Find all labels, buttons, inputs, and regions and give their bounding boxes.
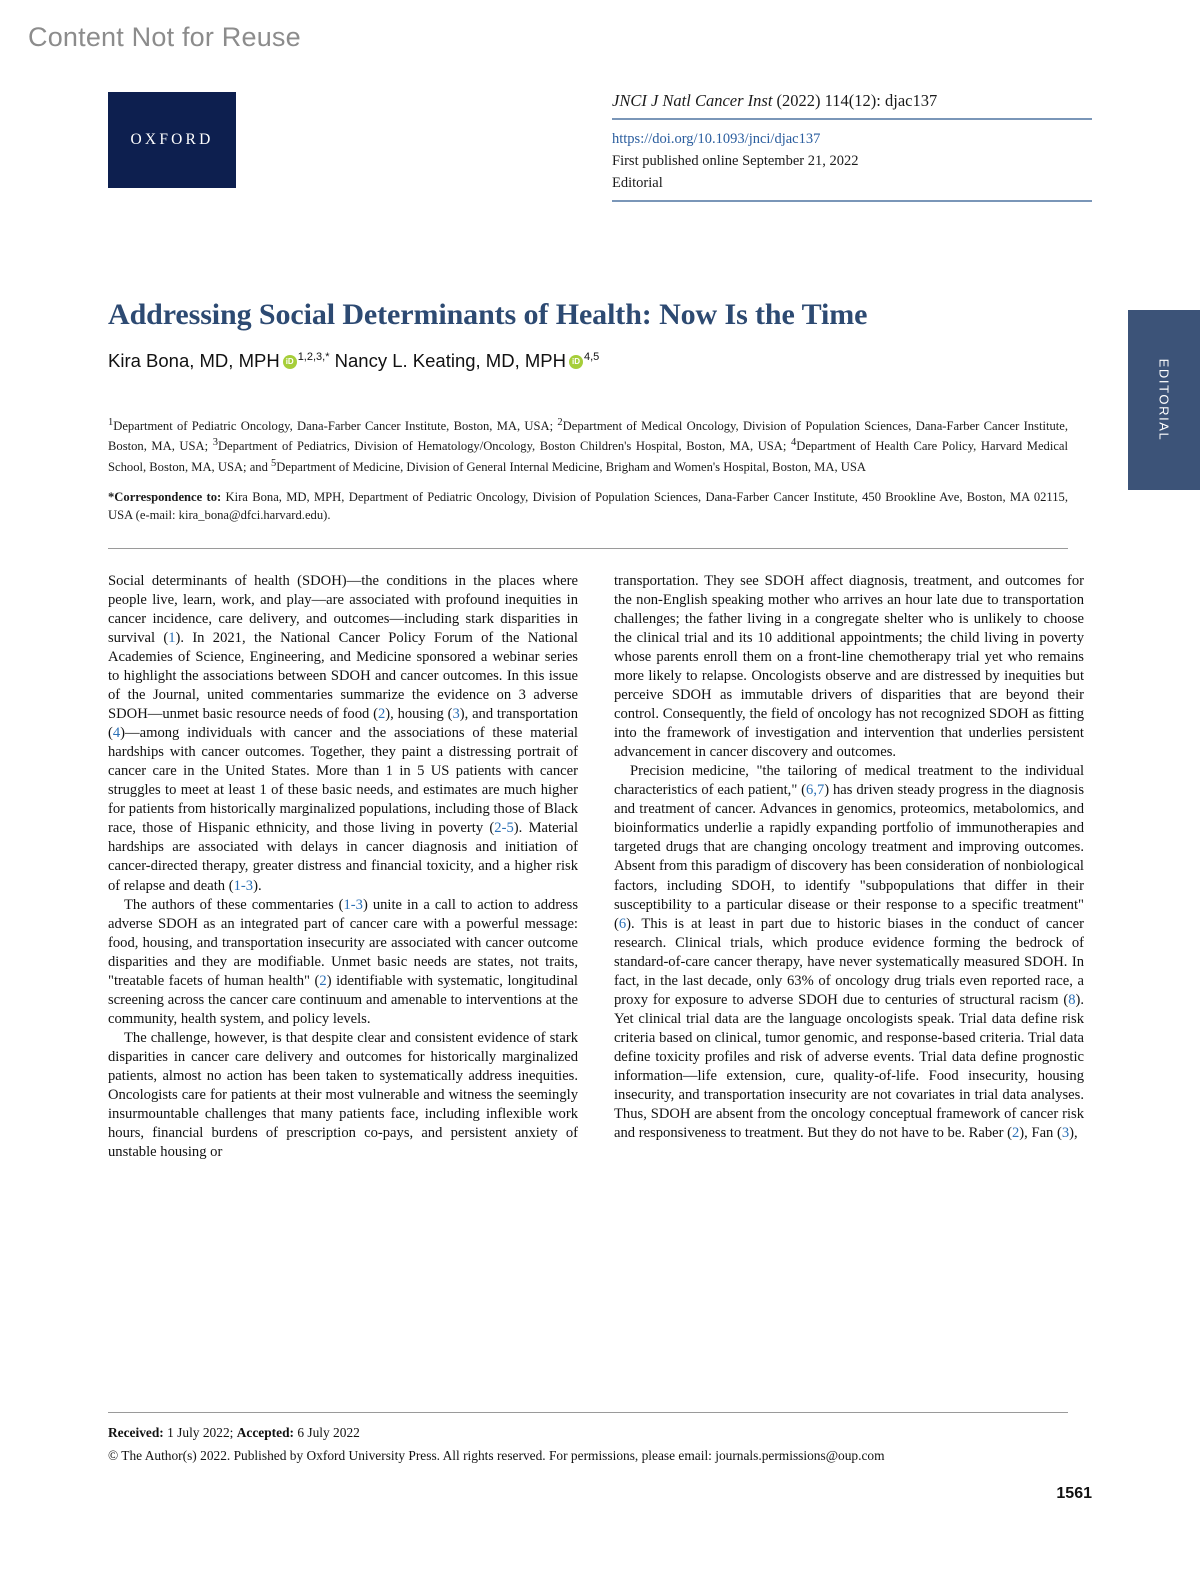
copyright-line: © The Author(s) 2022. Published by Oxford University Press. All rights reserved. For permissions, please email: journals.permissions@oup.com	[108, 1448, 885, 1463]
author-name-1: Kira Bona, MD, MPH	[108, 350, 280, 371]
journal-citation-title: JNCI J Natl Cancer Inst	[612, 91, 773, 110]
author-name-2: Nancy L. Keating, MD, MPH	[334, 350, 566, 371]
citation-link[interactable]: 4	[112, 725, 121, 742]
received-accepted-line	[108, 1425, 360, 1441]
citation-link[interactable]: 2-5	[494, 820, 514, 837]
article-body	[108, 572, 1084, 1382]
masthead-rule-top	[612, 118, 1092, 120]
paragraph: The challenge, however, is that despite clear and consistent evidence of stark disparities in cancer care delivery and outcomes for historically marginalized patients, almost no action has been taken to systematically address inequities. Oncologists care for patients at their most vulnerable and witness the seemingly insurmountable challenges that many patients face, including inflexible work hours, financial burdens of prescription co-pays, and persistent anxiety of unstable housing or	[108, 1029, 578, 1160]
citation-link[interactable]: 6	[618, 915, 627, 932]
citation-link[interactable]: 8	[1068, 991, 1076, 1008]
citation-link[interactable]: 1-3	[343, 896, 363, 913]
editorial-side-tab	[1128, 310, 1200, 490]
paragraph: transportation. They see SDOH affect diagnosis, treatment, and outcomes for the non-English speaking mother who arrives an hour late due to transportation challenges; the father living in a congregate shelter who is unlikely to choose the clinical trial and its 10 additional appointments; the child living in poverty whose parents enroll them on a front-line chemotherapy trial yet who remains more likely to relapse. Oncologists observe and are distressed by inequities but perceive SDOH as immutable drivers of disparities that are beyond their control. Consequently, the field of oncology has not recognized SDOH as fitting into the framework of investigation and intervention that underlies persistent advancement in cancer discovery and outcomes.	[614, 573, 1084, 761]
journal-citation	[612, 91, 937, 111]
citation-link[interactable]: 1-3	[233, 877, 254, 894]
watermark-text: Content Not for Reuse	[28, 22, 301, 52]
header-divider	[108, 548, 1068, 549]
article-type-label: Editorial	[612, 175, 663, 192]
author-affil-marker-1: 1,2,3,*	[297, 350, 330, 363]
citation-link[interactable]: 1	[168, 630, 176, 647]
first-published-date: First published online September 21, 2022	[612, 153, 859, 170]
citation-link[interactable]: 6,7	[806, 782, 825, 799]
citation-link[interactable]: 2	[319, 972, 327, 989]
paragraph: Precision medicine, "the tailoring of medical treatment to the individual characteristics of each patient," (6,7) has driven steady progress in the diagnosis and treatment of cancer. Advances in genomics, proteomics, metabolomics, and bioinformatics underlie a rapidly expanding portfolio of immunotherapies and targeted drugs that are changing oncology treatment and improving outcomes. Absent from this paradigm of discovery has been consideration of nonbiological factors, including SDOH, to identify "subpopulations that differ in their susceptibility to a particular disease or their response to a specific treatment" (6). This is at least in part due to historic biases in the conduct of cancer research. Clinical trials, which produce evidence forming the bedrock of standard-of-care cancer therapy, have never systematically measured SDOH. In fact, in the last decade, only 63% of oncology drug trials even reported race, a proxy for exposure to adverse SDOH due to centuries of structural racism (8). Yet clinical trial data are the language oncologists speak. Trial data define risk criteria based on clinical, tumor genomic, and response-based criteria. Trial data define toxicity profiles and risk of adverse events. Trial data define prognostic information—life extension, cure, quality-of-life. Food insecurity, housing insecurity, and transportation insecurity are not covariates in trial data analyses. Thus, SDOH are absent from the oncology conceptual framework of cancer risk and responsiveness to treatment. But they do not have to be. Raber (2), Fan (3),	[614, 763, 1084, 1141]
paragraph: Social determinants of health (SDOH)—the conditions in the places where people live, learn, work, and play—are associated with profound inequities in cancer incidence, care delivery, and outcomes—including stark disparities in survival (1). In 2021, the National Cancer Policy Forum of the National Academies of Science, Engineering, and Medicine sponsored a webinar series to highlight the associations between SDOH and cancer outcomes. In this issue of the Journal, united commentaries summarize the evidence on 3 adverse SDOH—unmet basic resource needs of food (2), housing (3), and transportation (4)—among individuals with cancer and the associations of these material hardships with cancer outcomes. Together, they paint a distressing portrait of cancer care in the United States. More than 1 in 5 US patients with cancer struggles to meet at least 1 of these basic needs, and estimates are much higher for patients from historically marginalized populations, including those of Black race, those of Hispanic ethnicity, and those living in poverty (2-5). Material hardships are associated with delays in cancer diagnosis and initiation of cancer-directed therapy, greater distress and financial toxicity, and a higher risk of relapse and death (1-3).	[108, 573, 579, 894]
article-title: Addressing Social Determinants of Health: Now Is the Time	[108, 298, 868, 331]
author-affil-marker-2: 4,5	[583, 350, 600, 363]
body-column-left	[108, 572, 578, 1382]
received-date: 1 July 2022;	[167, 1425, 234, 1440]
correspondence	[108, 488, 1068, 525]
author-list	[108, 350, 1068, 372]
footer-divider	[108, 1412, 1068, 1413]
accepted-date: 6 July 2022	[297, 1425, 360, 1440]
correspondence-label: *Correspondence to:	[108, 490, 222, 504]
citation-link[interactable]: 2	[377, 706, 386, 723]
affiliations: $^1$Department of Pediatric Oncology, Dana-Farber Cancer Institute, Boston, MA, USA; $^2$Department of Medical Oncology, Division of Population Sciences, Dana-Farber Cancer Institute, Boston, MA, USA; $^3$Department of Pediatrics, Division of Hematology/Oncology, Boston Children's Hospital, Boston, MA, USA; $^4$Department of Health Care Policy, Harvard Medical School, Boston, MA, USA; and $^5$Department of Medicine, Division of General Internal Medicine, Brigham and Women's Hospital, Boston, MA, USA	[108, 417, 1069, 475]
accepted-label: Accepted:	[236, 1425, 294, 1440]
citation-link[interactable]: 3	[1061, 1124, 1070, 1141]
citation-link[interactable]: 3	[452, 706, 460, 723]
correspondence-text: Kira Bona, MD, MPH, Department of Pediatric Oncology, Division of Population Sciences, Dana-Farber Cancer Institute, 450 Brookline Ave, Boston, MA 02115, USA (e-mail: kira_bona@dfci.harvard.edu).	[108, 490, 1068, 523]
paragraph: The authors of these commentaries (1-3) unite in a call to action to address adverse SDOH as an integrated part of cancer care with a powerful message: food, housing, and transportation insecurity are associated with cancer outcome disparities and they are modifiable. Unmet basic needs are states, not traits, "treatable facets of human health" (2) identifiable with systematic, longitudinal screening across the cancer care continuum and amenable to interventions at the community, health system, and policy levels.	[108, 896, 579, 1027]
citation-link[interactable]: 2	[1012, 1124, 1020, 1141]
body-column-right	[614, 572, 1084, 1382]
orcid-icon[interactable]	[569, 355, 583, 369]
oxford-logo-text: OXFORD	[130, 131, 214, 148]
page-number: 1561	[1056, 1485, 1092, 1502]
orcid-icon[interactable]	[283, 355, 297, 369]
masthead	[108, 92, 1092, 210]
editorial-side-tab-label: EDITORIAL	[1156, 358, 1172, 442]
oxford-logo	[108, 92, 236, 188]
doi-link[interactable]: https://doi.org/10.1093/jnci/djac137	[612, 131, 821, 147]
journal-citation-volume: (2022) 114(12): djac137	[776, 91, 938, 110]
received-label: Received:	[108, 1425, 164, 1440]
masthead-rule-bottom	[612, 200, 1092, 202]
publication-metadata	[612, 128, 858, 194]
